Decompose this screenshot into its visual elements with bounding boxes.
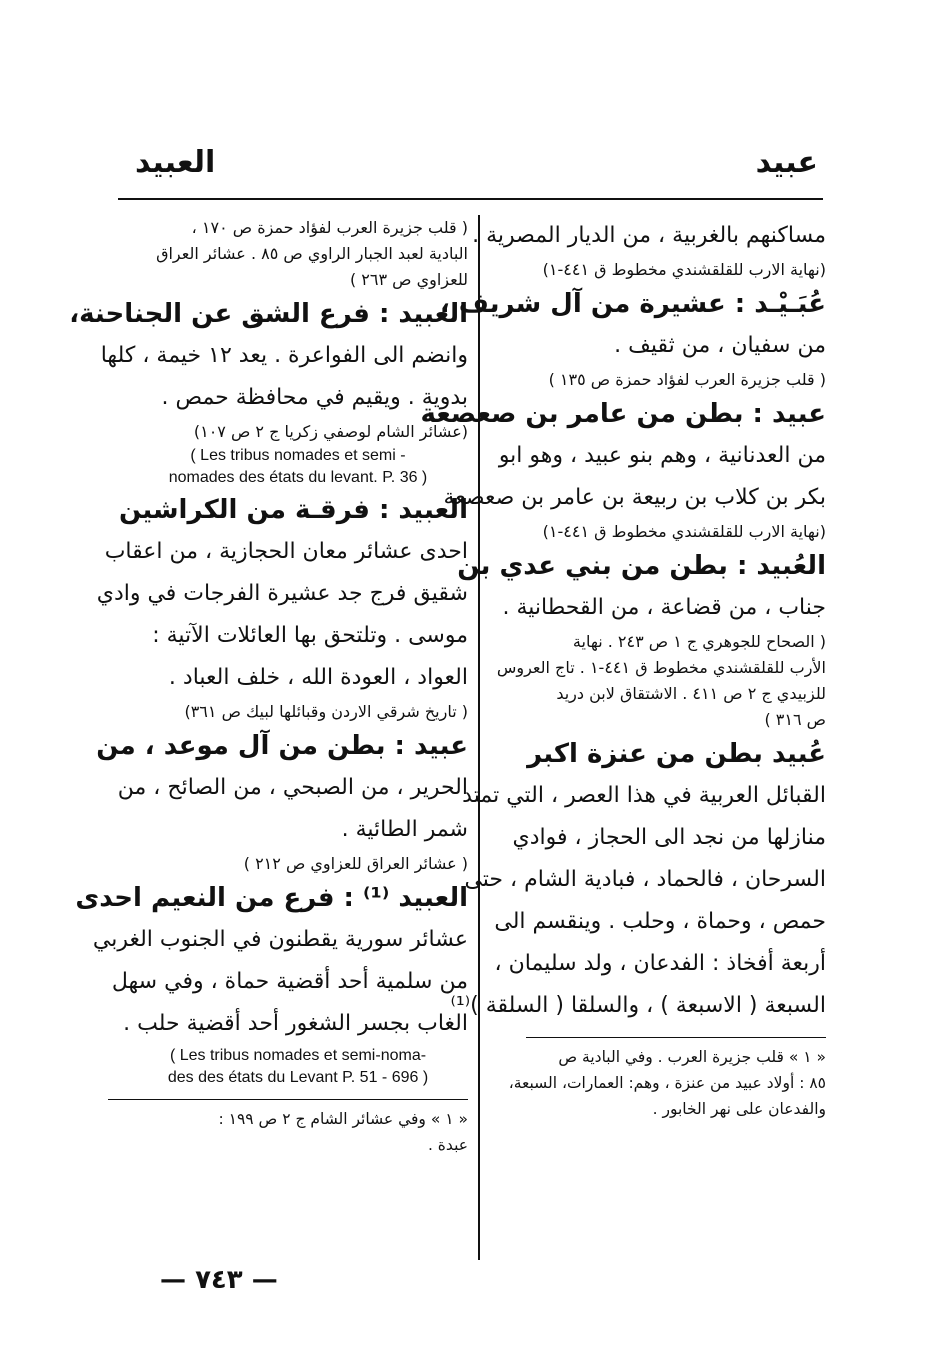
right-citation: ص ٣١٦ ) [764, 710, 826, 729]
left-latin-citation: des des états du Levant P. 51 - 696 ) [167, 1069, 429, 1086]
footnote-line: ٨٥ : أولاد عبيد من عنزة ، وهم: العمارات، السبعة، [508, 1074, 826, 1092]
right-text-line: حمص ، وحماة ، وحلب . وينقسم الى [494, 909, 826, 934]
right-text-line: جناب ، من قضاعة ، من القحطانية . [502, 595, 826, 620]
left-column [69, 215, 468, 1158]
right-citation: (نهاية الارب للقلقشندي مخطوط ق ٤٤١-١) [542, 260, 826, 279]
right-entry-heading: العُبيد : بطن من بني عدي بن [457, 551, 826, 581]
right-text-line: السرحان ، فالحماد ، فبادية الشام ، حتى [464, 867, 826, 892]
left-latin-citation: nomades des états du levant. P. 36 ) [168, 469, 428, 486]
left-text-line: عشائر سورية يقطنون في الجنوب الغربي [92, 927, 468, 952]
footnote-line: « ١ » وفي عشائر الشام ج ٢ ص ١٩٩ : [218, 1110, 468, 1128]
left-footnote [128, 1106, 468, 1158]
right-text-line: مساكنهم بالغربية ، من الديار المصرية . [472, 223, 826, 248]
left-text-line: احدى عشائر معان الحجازية ، من اعقاب [104, 539, 468, 564]
right-citation: (نهاية الارب للقلقشندي مخطوط ق ٤٤١-١) [542, 522, 826, 541]
left-text-line: الحرير ، من الصبحي ، من الصائح ، من [117, 775, 468, 800]
running-header-left: العبيد [135, 145, 216, 180]
right-text-line: السبعة ( الاسبعة ) ، والسلقا ( السلقة )⁽¹⁾ [450, 993, 826, 1018]
left-text-line: بدوية . ويقيم في محافظة حمص . [161, 385, 468, 410]
footnote-rule [108, 1099, 468, 1100]
left-text-line: وانضم الى الفواعرة . يعد ١٢ خيمة ، كلها [100, 343, 468, 368]
right-citation: الأرب للقلقشندي مخطوط ق ٤٤١-١ . تاج العروس [496, 658, 826, 677]
left-citation: البادية لعبد الجبار الراوي ص ٨٥ . عشائر العراق [156, 244, 468, 263]
left-citation: ( تاريخ شرقي الاردن وقبائلها لبيك ص ٣٦١) [184, 702, 468, 721]
column-divider [478, 215, 480, 1260]
left-latin-citation: ( Les tribus nomades et semi - [190, 447, 406, 464]
left-entry-heading: العبيد : فرع الشق عن الجناحنة، [69, 299, 468, 329]
right-entry-heading: عُبَـيْـد : عشيرة من آل شريف ، [439, 289, 826, 319]
left-citation: (عشائر الشام لوصفي زكريا ج ٢ ص ١٠٧) [193, 422, 468, 441]
footnote-rule [526, 1037, 826, 1038]
left-entry-heading: العبيد ⁽¹⁾ : فرع من النعيم احدى [75, 883, 468, 913]
left-text-line: من سلمية أحد أقضية حماة ، وفي سهل [111, 969, 468, 994]
footnote-line: « ١ » قلب جزيرة العرب . وفي البادية ص [558, 1048, 826, 1066]
footnote-line: والفدعان على نهر الخابور . [652, 1100, 826, 1118]
left-text-line: شقيق فرج جد عشيرة الفرجات في وادي [96, 581, 468, 606]
left-entry-heading: العبيد : فرقـة من الكراشين [118, 495, 468, 525]
left-latin-citation: ( Les tribus nomades et semi-noma- [169, 1047, 427, 1064]
left-entry-heading: عبيد : بطن من آل موعد ، من [96, 731, 468, 761]
right-text-line: من العدنانية ، وهم بنو عبيد ، وهو ابو [498, 443, 826, 468]
right-entry-heading: عُبيد بطن من عنزة اكبر [527, 739, 826, 769]
left-text-line: شمر الطائية . [341, 817, 468, 842]
right-entry-heading: عبيد : بطن من عامر بن صعصعة [420, 399, 826, 429]
right-text-line: أربعة أفخاذ : الفدعان ، ولد سليمان ، [494, 951, 826, 976]
page-number: — ٧٤٣ — [160, 1265, 278, 1295]
left-citation: ( قلب جزيرة العرب لفؤاد حمزة ص ١٧٠ ، [191, 218, 468, 237]
left-text-line: موسى . وتلتحق بها العائلات الآتية : [152, 623, 468, 648]
footnote-line: عبدة . [427, 1136, 468, 1154]
right-column [420, 215, 826, 1122]
right-footnote [488, 1044, 826, 1122]
left-citation: ( عشائر العراق للعزاوي ص ٢١٢ ) [243, 854, 468, 873]
right-text-line: من سفيان ، من ثقيف . [614, 333, 826, 358]
right-text-line: القبائل العربية في هذا العصر ، التي تمتد [462, 783, 826, 808]
left-text-line: الغاب بجسر الشغور أحد أقضية حلب . [123, 1011, 468, 1036]
right-text-line: بكر بن كلاب بن ربيعة بن عامر بن صعصعة [443, 485, 826, 510]
right-citation: ( الصحاح للجوهري ج ١ ص ٢٤٣ . نهاية [572, 632, 826, 651]
right-citation: للزبيدي ج ٢ ص ٤١١ . الاشتقاق لابن دريد [556, 684, 826, 703]
left-text-line: العواد ، العودة الله ، خلف العباد . [168, 665, 468, 690]
right-column-text [420, 215, 826, 1027]
right-citation: ( قلب جزيرة العرب لفؤاد حمزة ص ١٣٥ ) [548, 370, 826, 389]
left-column-text [69, 215, 468, 1089]
left-citation: للعزاوي ص ٢٦٣ ) [349, 270, 468, 289]
right-text-line: منازلها من نجد الى الحجاز ، فوادي [512, 825, 826, 850]
running-header-right: عبيد [755, 145, 818, 180]
header-rule [118, 198, 823, 200]
